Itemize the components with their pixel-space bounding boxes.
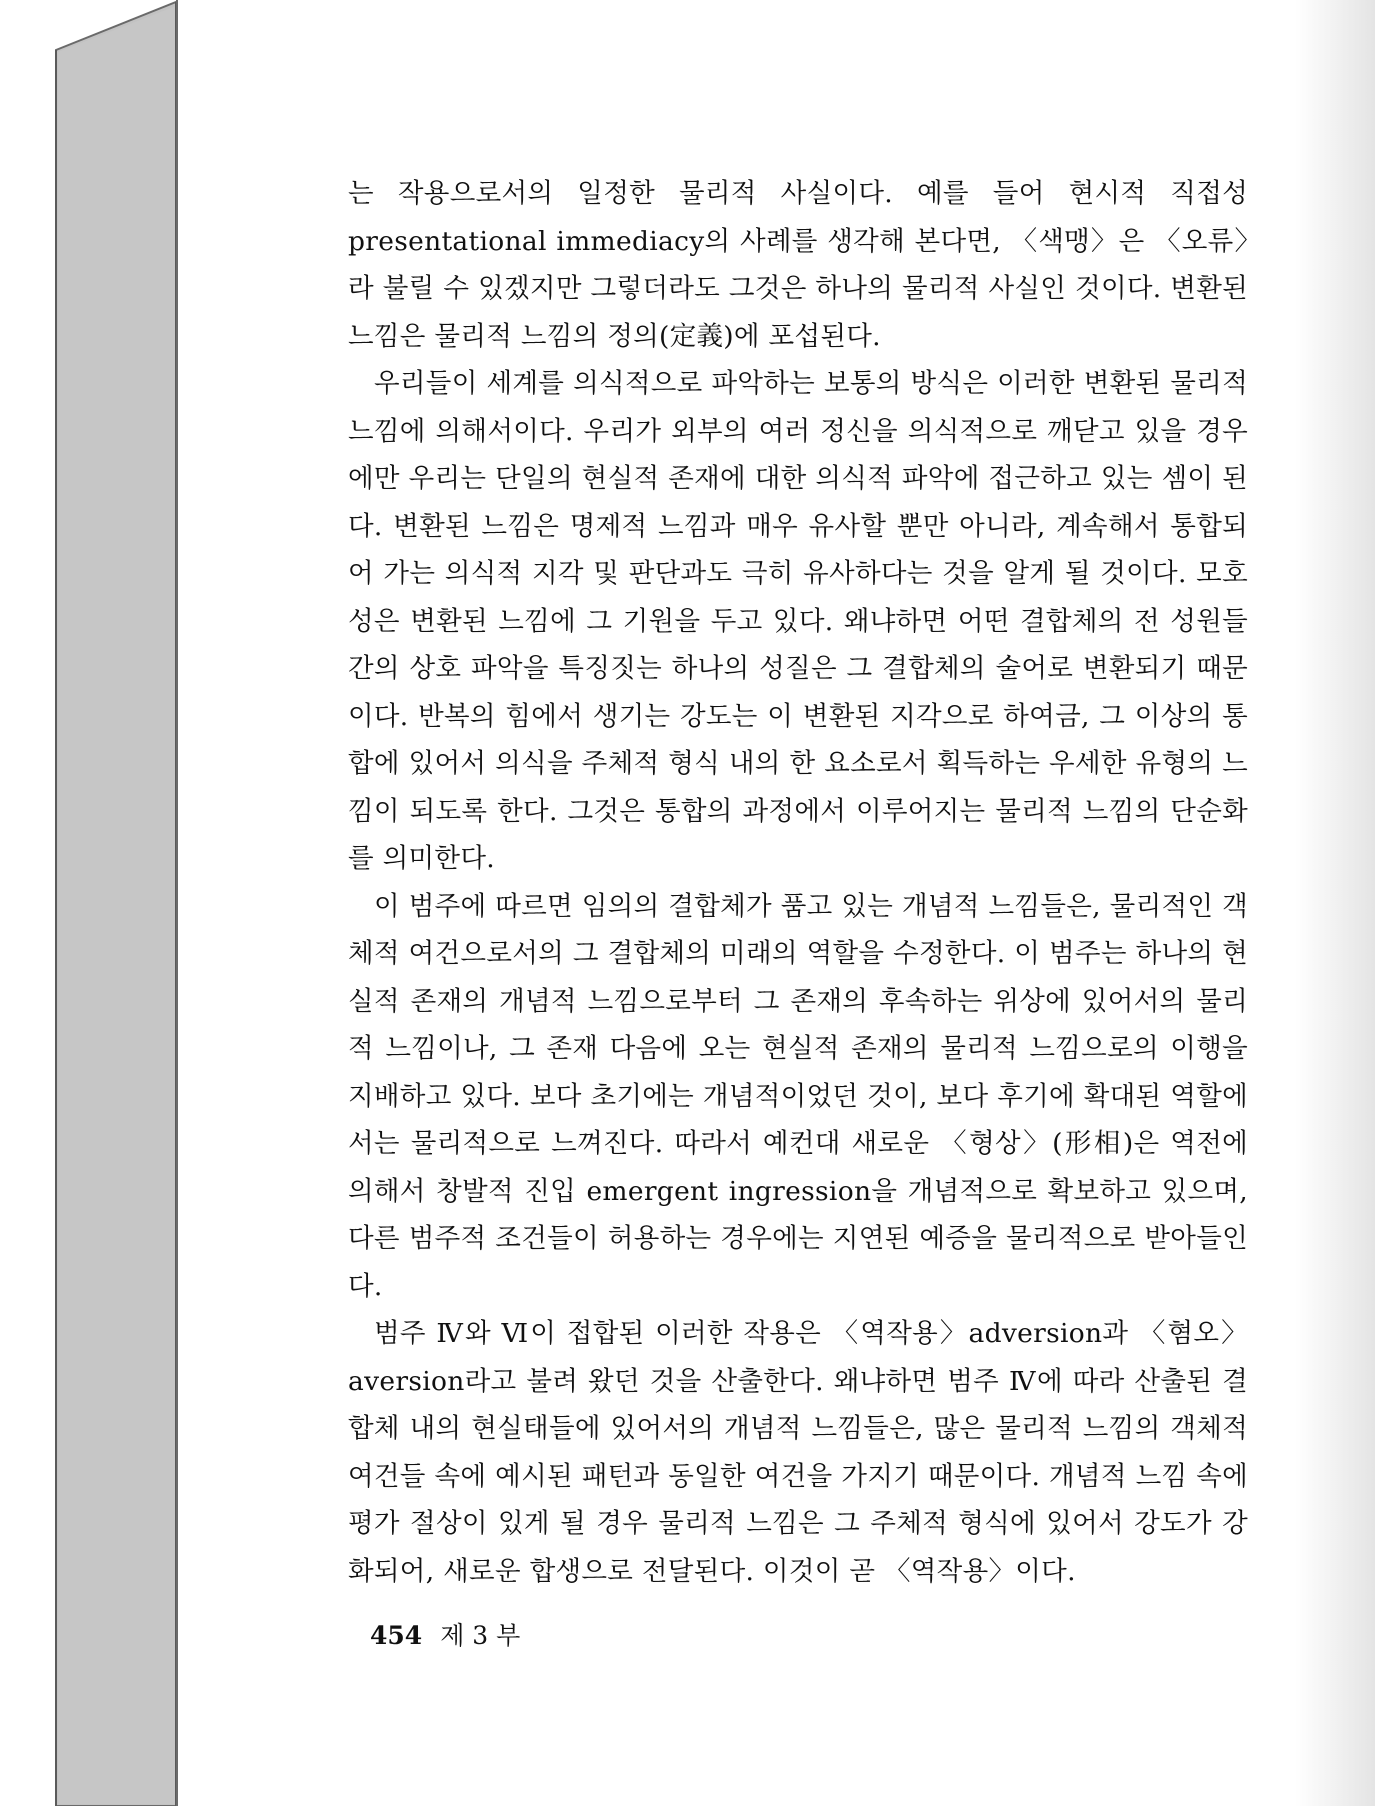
paragraph: 이 범주에 따르면 임의의 결합체가 품고 있는 개념적 느낌들은, 물리적인 객체적 여건으로서의 그 결합체의 미래의 역할을 수정한다. 이 범주는 하나의 현실적 존재의 개념적 느낌으로부터 그 존재의 후속하는 위상에 있어서의 물리적 느낌이나, 그 존재 다음에 오는 현실적 존재의 물리적 느낌으로의 이행을 지배하고 있다. 보다 초기에는 개념적이었던 것이, 보다 후기에 확대된 역할에서는 물리적으로 느껴진다. 따라서 예컨대 새로운 〈형상〉(形相)은 역전에 의해서 창발적 진입 emergent ingression을 개념적으로 확보하고 있으며, 다른 범주적 조건들이 허용하는 경우에는 지연된 예증을 물리적으로 받아들인다. [348, 890, 1248, 1302]
page-footer [370, 1616, 520, 1652]
page-number: 454 [370, 1621, 423, 1650]
page-shadow [1295, 0, 1375, 1806]
paragraph: 우리들이 세계를 의식적으로 파악하는 보통의 방식은 이러한 변환된 물리적 느낌에 의해서이다. 우리가 외부의 여러 정신을 의식적으로 깨닫고 있을 경우에만 우리는 단일의 현실적 존재에 대한 의식적 파악에 접근하고 있는 셈이 된다. 변환된 느낌은 명제적 느낌과 매우 유사할 뿐만 아니라, 계속해서 통합되어 가는 의식적 지각 및 판단과도 극히 유사하다는 것을 알게 될 것이다. 모호성은 변환된 느낌에 그 기원을 두고 있다. 왜냐하면 어떤 결합체의 전 성원들간의 상호 파악을 특징짓는 하나의 성질은 그 결합체의 술어로 변환되기 때문이다. 반복의 힘에서 생기는 강도는 이 변환된 지각으로 하여금, 그 이상의 통합에 있어서 의식을 주체적 형식 내의 한 요소로서 획득하는 우세한 유형의 느낌이 되도록 한다. 그것은 통합의 과정에서 이루어지는 물리적 느낌의 단순화를 의미한다. [348, 368, 1248, 874]
book-spine [0, 0, 180, 1806]
paragraph: 는 작용으로서의 일정한 물리적 사실이다. 예를 들어 현시적 직접성 presentational immediacy의 사례를 생각해 본다면, 〈색맹〉은 〈오류〉라 불릴 수 있겠지만 그렇더라도 그것은 하나의 물리적 사실인 것이다. 변환된 느낌은 물리적 느낌의 정의(定義)에 포섭된다. [348, 178, 1248, 352]
book-page [176, 0, 1375, 1806]
page-body [348, 170, 1248, 1595]
part-label: 제 3 부 [440, 1621, 521, 1650]
paragraph: 범주 Ⅳ와 Ⅵ이 접합된 이러한 작용은 〈역작용〉adversion과 〈혐오〉aversion라고 불려 왔던 것을 산출한다. 왜냐하면 범주 Ⅳ에 따라 산출된 결합체 내의 현실태들에 있어서의 개념적 느낌들은, 많은 물리적 느낌의 객체적 여건들 속에 예시된 패턴과 동일한 여건을 가지기 때문이다. 개념적 느낌 속에 평가 절상이 있게 될 경우 물리적 느낌은 그 주체적 형식에 있어서 강도가 강화되어, 새로운 합생으로 전달된다. 이것이 곧 〈역작용〉이다. [348, 1318, 1248, 1587]
